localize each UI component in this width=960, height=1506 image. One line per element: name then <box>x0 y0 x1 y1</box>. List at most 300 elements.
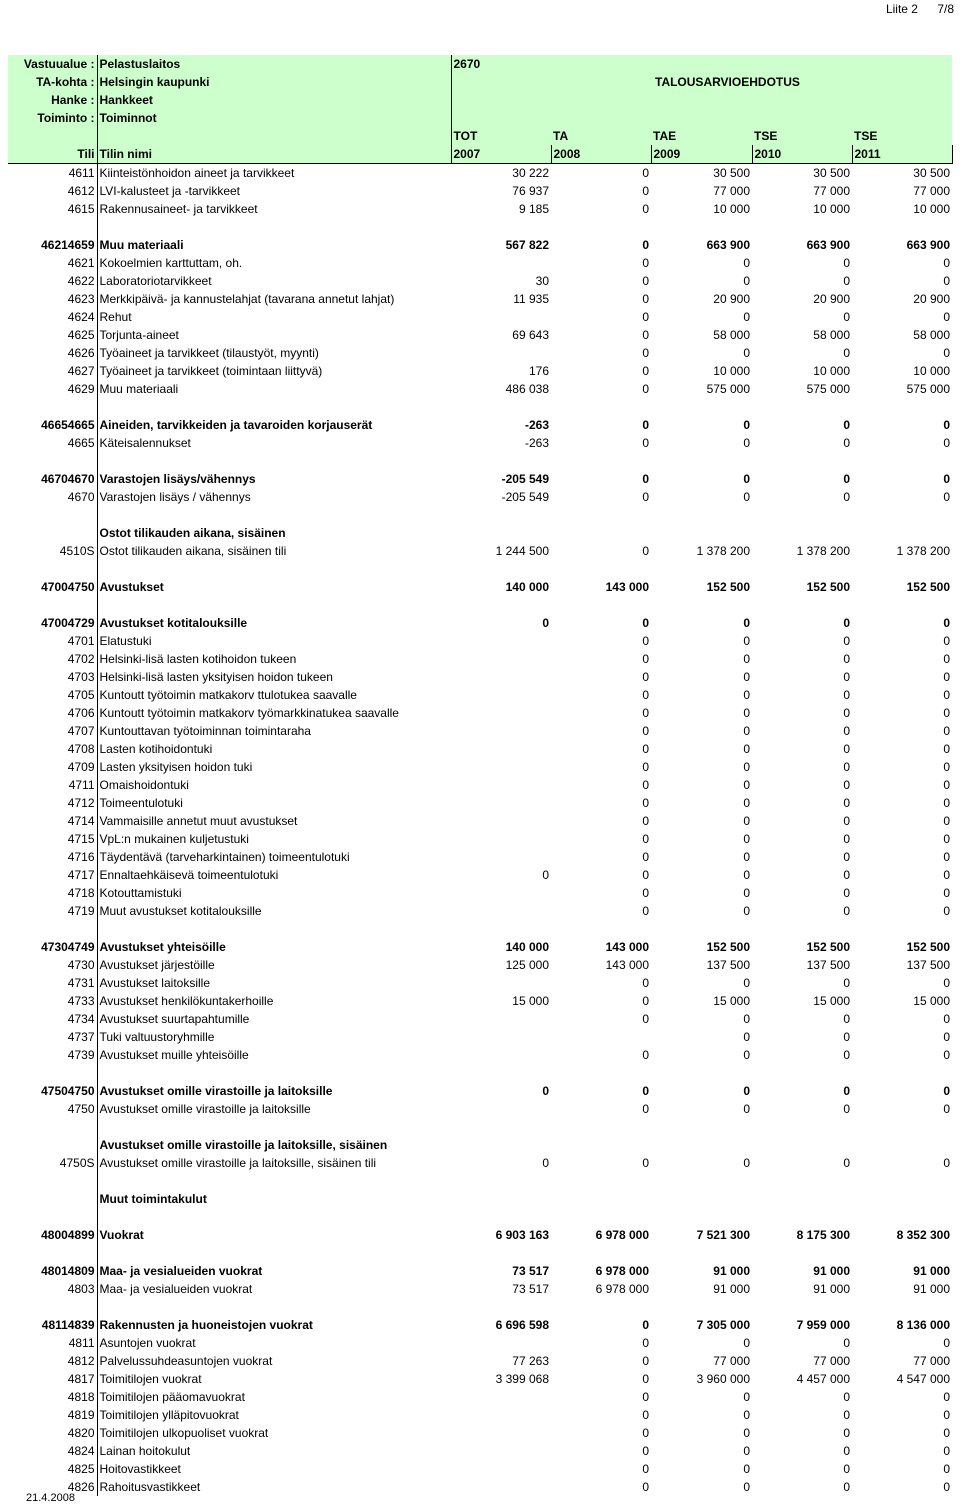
account-code: 46654665 <box>8 416 97 434</box>
amount-cell: 0 <box>843 904 850 918</box>
account-code: 4750 <box>8 1100 97 1118</box>
amount-cell: 0 <box>642 1048 649 1062</box>
amount-cell: 0 <box>843 490 850 504</box>
account-name: VpL:n mukainen kuljetustuki <box>99 832 249 846</box>
amount-cell: 91 000 <box>713 1264 750 1278</box>
amount-cell: 20 900 <box>813 292 850 306</box>
amount-cell: 0 <box>743 1102 750 1116</box>
amount-cell: 0 <box>843 1102 850 1116</box>
amount-cell: 0 <box>943 634 950 648</box>
amount-cell: 0 <box>743 418 750 432</box>
header-code: 2670 <box>451 55 551 73</box>
amount-cell: 0 <box>843 1408 850 1422</box>
account-name: Avustukset suurtapahtumille <box>99 1012 250 1026</box>
amount-cell: 0 <box>642 616 649 630</box>
amount-cell: 0 <box>743 1030 750 1044</box>
col-year-2008: 2008 <box>551 145 651 164</box>
amount-cell: 0 <box>642 274 649 288</box>
account-name: Muut avustukset kotitalouksille <box>99 904 262 918</box>
amount-cell: 0 <box>843 616 850 630</box>
amount-cell: 0 <box>843 778 850 792</box>
account-name: Lainan hoitokulut <box>99 1444 191 1458</box>
amount-cell: 0 <box>943 886 950 900</box>
amount-cell: 0 <box>843 1030 850 1044</box>
amount-cell: 152 500 <box>706 580 750 594</box>
amount-cell: 137 500 <box>706 958 750 972</box>
account-code: 4703 <box>8 668 97 686</box>
table-header <box>8 55 952 164</box>
account-name: Hoitovastikkeet <box>99 1462 181 1476</box>
table-row <box>8 434 952 452</box>
account-code: 4734 <box>8 1010 97 1028</box>
amount-cell: 30 500 <box>713 166 750 180</box>
account-code: 46704670 <box>8 470 97 488</box>
account-name: Toimitilojen ylläpitovuokrat <box>99 1408 239 1422</box>
amount-cell <box>852 1190 952 1208</box>
table-row <box>8 362 952 380</box>
amount-cell: 0 <box>642 292 649 306</box>
col-header-name: Tilin nimi <box>97 145 451 164</box>
amount-cell: 7 521 300 <box>696 1228 750 1242</box>
account-name: Aineiden, tarvikkeiden ja tavaroiden korjauserät <box>99 418 373 432</box>
account-code: 4731 <box>8 974 97 992</box>
header-label-ta-kohta: TA-kohta : <box>8 73 97 91</box>
amount-cell: -205 549 <box>501 490 549 504</box>
amount-cell <box>451 974 551 992</box>
amount-cell: 575 000 <box>706 382 750 396</box>
table-row <box>8 542 952 560</box>
amount-cell: 0 <box>743 868 750 882</box>
table-row <box>8 272 952 290</box>
amount-cell: 0 <box>943 472 950 486</box>
account-name: Avustukset omille virastoille ja laitoksille, sisäinen tili <box>99 1156 377 1170</box>
account-name: Muut toimintakulut <box>99 1192 207 1206</box>
page-label <box>870 2 954 16</box>
spacer-row <box>8 1244 952 1262</box>
spacer-row <box>8 1064 952 1082</box>
amount-cell: 0 <box>642 850 649 864</box>
amount-cell <box>451 1334 551 1352</box>
amount-cell <box>451 254 551 272</box>
amount-cell: 125 000 <box>505 958 549 972</box>
amount-cell: 0 <box>943 616 950 630</box>
amount-cell <box>451 1190 551 1208</box>
amount-cell: 20 900 <box>713 292 750 306</box>
table-row <box>8 1334 952 1352</box>
account-name: Maa- ja vesialueiden vuokrat <box>99 1282 253 1296</box>
col-year-2007: 2007 <box>451 145 551 164</box>
account-code: 4739 <box>8 1046 97 1064</box>
amount-cell: 0 <box>642 994 649 1008</box>
amount-cell: 0 <box>743 976 750 990</box>
amount-cell: 30 500 <box>813 166 850 180</box>
amount-cell <box>451 1406 551 1424</box>
print-date: 21.4.2008 <box>26 1492 75 1504</box>
header-label-hanke: Hanke : <box>8 91 97 109</box>
account-name: Avustukset järjestöille <box>99 958 215 972</box>
amount-cell: 0 <box>743 724 750 738</box>
amount-cell: 152 500 <box>706 940 750 954</box>
header-label-vastuualue: Vastuualue : <box>8 55 97 73</box>
amount-cell: 1 244 500 <box>495 544 549 558</box>
amount-cell: 0 <box>743 1444 750 1458</box>
amount-cell: 0 <box>943 1336 950 1350</box>
account-name: Vammaisille annetut muut avustukset <box>99 814 298 828</box>
amount-cell <box>451 1424 551 1442</box>
account-name: Asuntojen vuokrat <box>99 1336 196 1350</box>
account-code: 4707 <box>8 722 97 740</box>
spacer-row <box>8 1118 952 1136</box>
table-row <box>8 1352 952 1370</box>
amount-cell: 0 <box>943 1462 950 1476</box>
account-name: Kuntoutt työtoimin matkakorv työmarkkinatukea saavalle <box>99 706 399 720</box>
amount-cell: 0 <box>743 760 750 774</box>
account-name: Kuntouttavan työtoiminnan toimintaraha <box>99 724 311 738</box>
amount-cell: 0 <box>943 1156 950 1170</box>
account-name: Toimitilojen vuokrat <box>99 1372 202 1386</box>
amount-cell: 3 960 000 <box>696 1372 750 1386</box>
amount-cell: 0 <box>743 742 750 756</box>
amount-cell: 20 900 <box>913 292 950 306</box>
group-row <box>8 524 952 542</box>
group-row <box>8 470 952 488</box>
amount-cell <box>451 1028 551 1046</box>
amount-cell: 0 <box>943 670 950 684</box>
amount-cell: 0 <box>943 1390 950 1404</box>
amount-cell: 0 <box>843 1156 850 1170</box>
spacer-row <box>8 596 952 614</box>
table-row <box>8 884 952 902</box>
account-code: 4665 <box>8 434 97 452</box>
table-row <box>8 380 952 398</box>
amount-cell: 0 <box>943 1408 950 1422</box>
amount-cell: 0 <box>642 436 649 450</box>
amount-cell <box>451 344 551 362</box>
amount-cell <box>451 884 551 902</box>
account-name: Rehut <box>99 310 132 324</box>
amount-cell: 0 <box>642 1102 649 1116</box>
amount-cell: 0 <box>943 760 950 774</box>
amount-cell: -263 <box>524 418 549 432</box>
table-row <box>8 308 952 326</box>
account-name: Muu materiaali <box>99 382 179 396</box>
amount-cell: 69 643 <box>512 328 549 342</box>
amount-cell: 77 000 <box>913 1354 950 1368</box>
account-code: 4750S <box>8 1154 97 1172</box>
account-code: 47004729 <box>8 614 97 632</box>
spacer-row <box>8 506 952 524</box>
amount-cell: 0 <box>843 1012 850 1026</box>
amount-cell <box>551 1136 651 1154</box>
col-header-tili: Tili <box>8 145 97 164</box>
amount-cell: 0 <box>943 850 950 864</box>
account-name: Avustukset muille yhteisöille <box>99 1048 249 1062</box>
amount-cell: 0 <box>743 850 750 864</box>
amount-cell: 0 <box>743 688 750 702</box>
account-name: Maa- ja vesialueiden vuokrat <box>99 1264 263 1278</box>
amount-cell: 0 <box>743 904 750 918</box>
amount-cell: 0 <box>642 688 649 702</box>
amount-cell: 0 <box>743 1480 750 1494</box>
account-name: Toimitilojen ulkopuoliset vuokrat <box>99 1426 269 1440</box>
group-row <box>8 1082 952 1100</box>
account-name: Avustukset yhteisöille <box>99 940 226 954</box>
amount-cell: 0 <box>743 652 750 666</box>
table-row <box>8 1370 952 1388</box>
amount-cell: 0 <box>943 436 950 450</box>
amount-cell: 0 <box>843 256 850 270</box>
amount-cell: 663 900 <box>906 238 950 252</box>
amount-cell: 0 <box>642 796 649 810</box>
table-row <box>8 1478 952 1496</box>
amount-cell <box>451 722 551 740</box>
amount-cell: 0 <box>943 742 950 756</box>
group-row <box>8 1136 952 1154</box>
account-name: Avustukset omille virastoille ja laitoksille, sisäinen <box>99 1138 388 1152</box>
amount-cell: 0 <box>743 778 750 792</box>
amount-cell: 0 <box>843 706 850 720</box>
amount-cell: 0 <box>843 796 850 810</box>
account-name: Kotouttamistuki <box>99 886 182 900</box>
account-code: 4737 <box>8 1028 97 1046</box>
amount-cell: 137 500 <box>806 958 850 972</box>
table-row <box>8 722 952 740</box>
account-code: 4715 <box>8 830 97 848</box>
amount-cell <box>451 632 551 650</box>
amount-cell: 0 <box>943 1084 950 1098</box>
group-row <box>8 1226 952 1244</box>
amount-cell: 0 <box>943 274 950 288</box>
amount-cell: 4 457 000 <box>796 1372 850 1386</box>
col-type-tae: TAE <box>651 127 752 145</box>
amount-cell: 0 <box>642 1012 649 1026</box>
amount-cell: 0 <box>843 634 850 648</box>
amount-cell: 0 <box>943 310 950 324</box>
account-name: Omaishoidontuki <box>99 778 189 792</box>
account-code: 4717 <box>8 866 97 884</box>
account-name: Varastojen lisäys / vähennys <box>99 490 251 504</box>
amount-cell: 1 378 200 <box>796 544 850 558</box>
amount-cell: 0 <box>743 274 750 288</box>
amount-cell: 0 <box>642 742 649 756</box>
amount-cell: 0 <box>843 1426 850 1440</box>
amount-cell: 0 <box>743 310 750 324</box>
account-name: Rakennusten ja huoneistojen vuokrat <box>99 1318 313 1332</box>
amount-cell: 0 <box>943 796 950 810</box>
account-name: Helsinki-lisä lasten kotihoidon tukeen <box>99 652 297 666</box>
amount-cell: 0 <box>743 472 750 486</box>
amount-cell <box>451 848 551 866</box>
amount-cell: 0 <box>642 166 649 180</box>
amount-cell: 0 <box>943 652 950 666</box>
account-name: Palvelussuhdeasuntojen vuokrat <box>99 1354 273 1368</box>
amount-cell: 140 000 <box>505 940 549 954</box>
account-code: 4824 <box>8 1442 97 1460</box>
spacer-row <box>8 1208 952 1226</box>
amount-cell: 8 175 300 <box>796 1228 850 1242</box>
amount-cell: 0 <box>943 976 950 990</box>
amount-cell: 0 <box>843 670 850 684</box>
account-code: 4733 <box>8 992 97 1010</box>
amount-cell: 10 000 <box>913 202 950 216</box>
table-row <box>8 488 952 506</box>
amount-cell: 0 <box>642 328 649 342</box>
amount-cell: 0 <box>642 364 649 378</box>
amount-cell: 10 000 <box>713 364 750 378</box>
amount-cell: 0 <box>743 706 750 720</box>
header-value-ta-kohta: Helsingin kaupunki <box>97 73 451 91</box>
table-row <box>8 740 952 758</box>
table-row <box>8 1460 952 1478</box>
account-code: 4611 <box>8 164 97 183</box>
amount-cell: 0 <box>943 778 950 792</box>
amount-cell: 10 000 <box>713 202 750 216</box>
amount-cell <box>752 1136 852 1154</box>
amount-cell: 15 000 <box>512 994 549 1008</box>
amount-cell <box>451 650 551 668</box>
amount-cell: 0 <box>943 490 950 504</box>
amount-cell: 0 <box>843 274 850 288</box>
amount-cell: 0 <box>843 310 850 324</box>
spacer-row <box>8 920 952 938</box>
amount-cell: 575 000 <box>906 382 950 396</box>
amount-cell: 152 500 <box>906 940 950 954</box>
amount-cell <box>752 1190 852 1208</box>
amount-cell: 10 000 <box>913 364 950 378</box>
table-row <box>8 632 952 650</box>
account-code: 4716 <box>8 848 97 866</box>
account-code: 4709 <box>8 758 97 776</box>
amount-cell: 0 <box>642 670 649 684</box>
table-row <box>8 794 952 812</box>
amount-cell: 0 <box>642 652 649 666</box>
header-value-vastuualue: Pelastuslaitos <box>97 55 451 73</box>
table-row <box>8 956 952 974</box>
amount-cell: -205 549 <box>501 472 549 486</box>
account-code: 4627 <box>8 362 97 380</box>
account-code: 4714 <box>8 812 97 830</box>
amount-cell <box>451 1046 551 1064</box>
amount-cell: 0 <box>843 418 850 432</box>
account-code: 47504750 <box>8 1082 97 1100</box>
amount-cell: 0 <box>642 814 649 828</box>
amount-cell: 77 263 <box>512 1354 549 1368</box>
amount-cell: 0 <box>642 382 649 396</box>
table-row <box>8 668 952 686</box>
account-code: 4719 <box>8 902 97 920</box>
account-code <box>8 1136 97 1154</box>
account-name: Toimeentulotuki <box>99 796 183 810</box>
table-row <box>8 1424 952 1442</box>
account-name: Laboratoriotarvikkeet <box>99 274 212 288</box>
amount-cell <box>451 686 551 704</box>
account-code: 47304749 <box>8 938 97 956</box>
account-code: 46214659 <box>8 236 97 254</box>
account-name: Ennaltaehkäisevä toimeentulotuki <box>99 868 279 882</box>
amount-cell: 0 <box>642 1354 649 1368</box>
amount-cell: 0 <box>743 1012 750 1026</box>
amount-cell: 0 <box>743 1048 750 1062</box>
account-name: Ostot tilikauden aikana, sisäinen <box>99 526 286 540</box>
amount-cell: 0 <box>843 1048 850 1062</box>
header-label-toiminto: Toiminto : <box>8 109 97 127</box>
account-code: 4670 <box>8 488 97 506</box>
account-name: LVI-kalusteet ja -tarvikkeet <box>99 184 241 198</box>
account-name: Avustukset omille virastoille ja laitoksille <box>99 1102 311 1116</box>
group-row <box>8 614 952 632</box>
amount-cell: 0 <box>642 868 649 882</box>
account-name: Vuokrat <box>99 1228 144 1242</box>
col-type-tse-2010: TSE <box>752 127 852 145</box>
amount-cell <box>551 524 651 542</box>
amount-cell: 0 <box>642 1390 649 1404</box>
amount-cell: 143 000 <box>605 940 649 954</box>
account-code: 4612 <box>8 182 97 200</box>
table-row <box>8 1028 952 1046</box>
amount-cell: 7 959 000 <box>796 1318 850 1332</box>
account-name: Helsinki-lisä lasten yksityisen hoidon tukeen <box>99 670 333 684</box>
amount-cell: 0 <box>843 742 850 756</box>
amount-cell: 0 <box>743 670 750 684</box>
account-name: Työaineet ja tarvikkeet (tilaustyöt, myynti) <box>99 346 319 360</box>
amount-cell <box>451 776 551 794</box>
amount-cell: 0 <box>943 1480 950 1494</box>
account-code: 4621 <box>8 254 97 272</box>
amount-cell: 0 <box>943 1426 950 1440</box>
account-name: Kuntoutt työtoimin matkakorv ttulotukea saavalle <box>99 688 357 702</box>
amount-cell: 11 935 <box>513 292 549 306</box>
amount-cell: 575 000 <box>806 382 850 396</box>
amount-cell <box>451 524 551 542</box>
amount-cell: 91 000 <box>713 1282 750 1296</box>
account-name: Avustukset kotitalouksille <box>99 616 248 630</box>
amount-cell: 77 000 <box>713 1354 750 1368</box>
amount-cell: 0 <box>743 796 750 810</box>
group-row <box>8 416 952 434</box>
amount-cell: 0 <box>843 1390 850 1404</box>
account-name: Täydentävä (tarveharkintainen) toimeentulotuki <box>99 850 350 864</box>
amount-cell: 0 <box>843 436 850 450</box>
amount-cell: 0 <box>943 346 950 360</box>
budget-table <box>8 55 953 1496</box>
amount-cell: 0 <box>743 346 750 360</box>
amount-cell: 15 000 <box>913 994 950 1008</box>
amount-cell <box>651 1136 752 1154</box>
amount-cell: 0 <box>843 688 850 702</box>
amount-cell: 6 903 163 <box>495 1228 549 1242</box>
amount-cell: 0 <box>642 760 649 774</box>
account-code: 4730 <box>8 956 97 974</box>
amount-cell: 0 <box>743 1462 750 1476</box>
spacer-row <box>8 452 952 470</box>
amount-cell: 6 696 598 <box>495 1318 549 1332</box>
amount-cell: 6 978 000 <box>595 1228 649 1242</box>
account-name: Merkkipäivä- ja kannustelahjat (tavarana annetut lahjat) <box>99 292 395 306</box>
account-code: 4624 <box>8 308 97 326</box>
amount-cell: 152 500 <box>906 580 950 594</box>
amount-cell: 6 978 000 <box>595 1264 649 1278</box>
amount-cell: 0 <box>943 256 950 270</box>
amount-cell: 0 <box>843 760 850 774</box>
table-row <box>8 344 952 362</box>
account-code: 4626 <box>8 344 97 362</box>
amount-cell: 0 <box>943 868 950 882</box>
amount-cell: 0 <box>642 778 649 792</box>
amount-cell <box>451 902 551 920</box>
amount-cell: 0 <box>642 1408 649 1422</box>
amount-cell: 0 <box>743 886 750 900</box>
amount-cell: 0 <box>943 1012 950 1026</box>
